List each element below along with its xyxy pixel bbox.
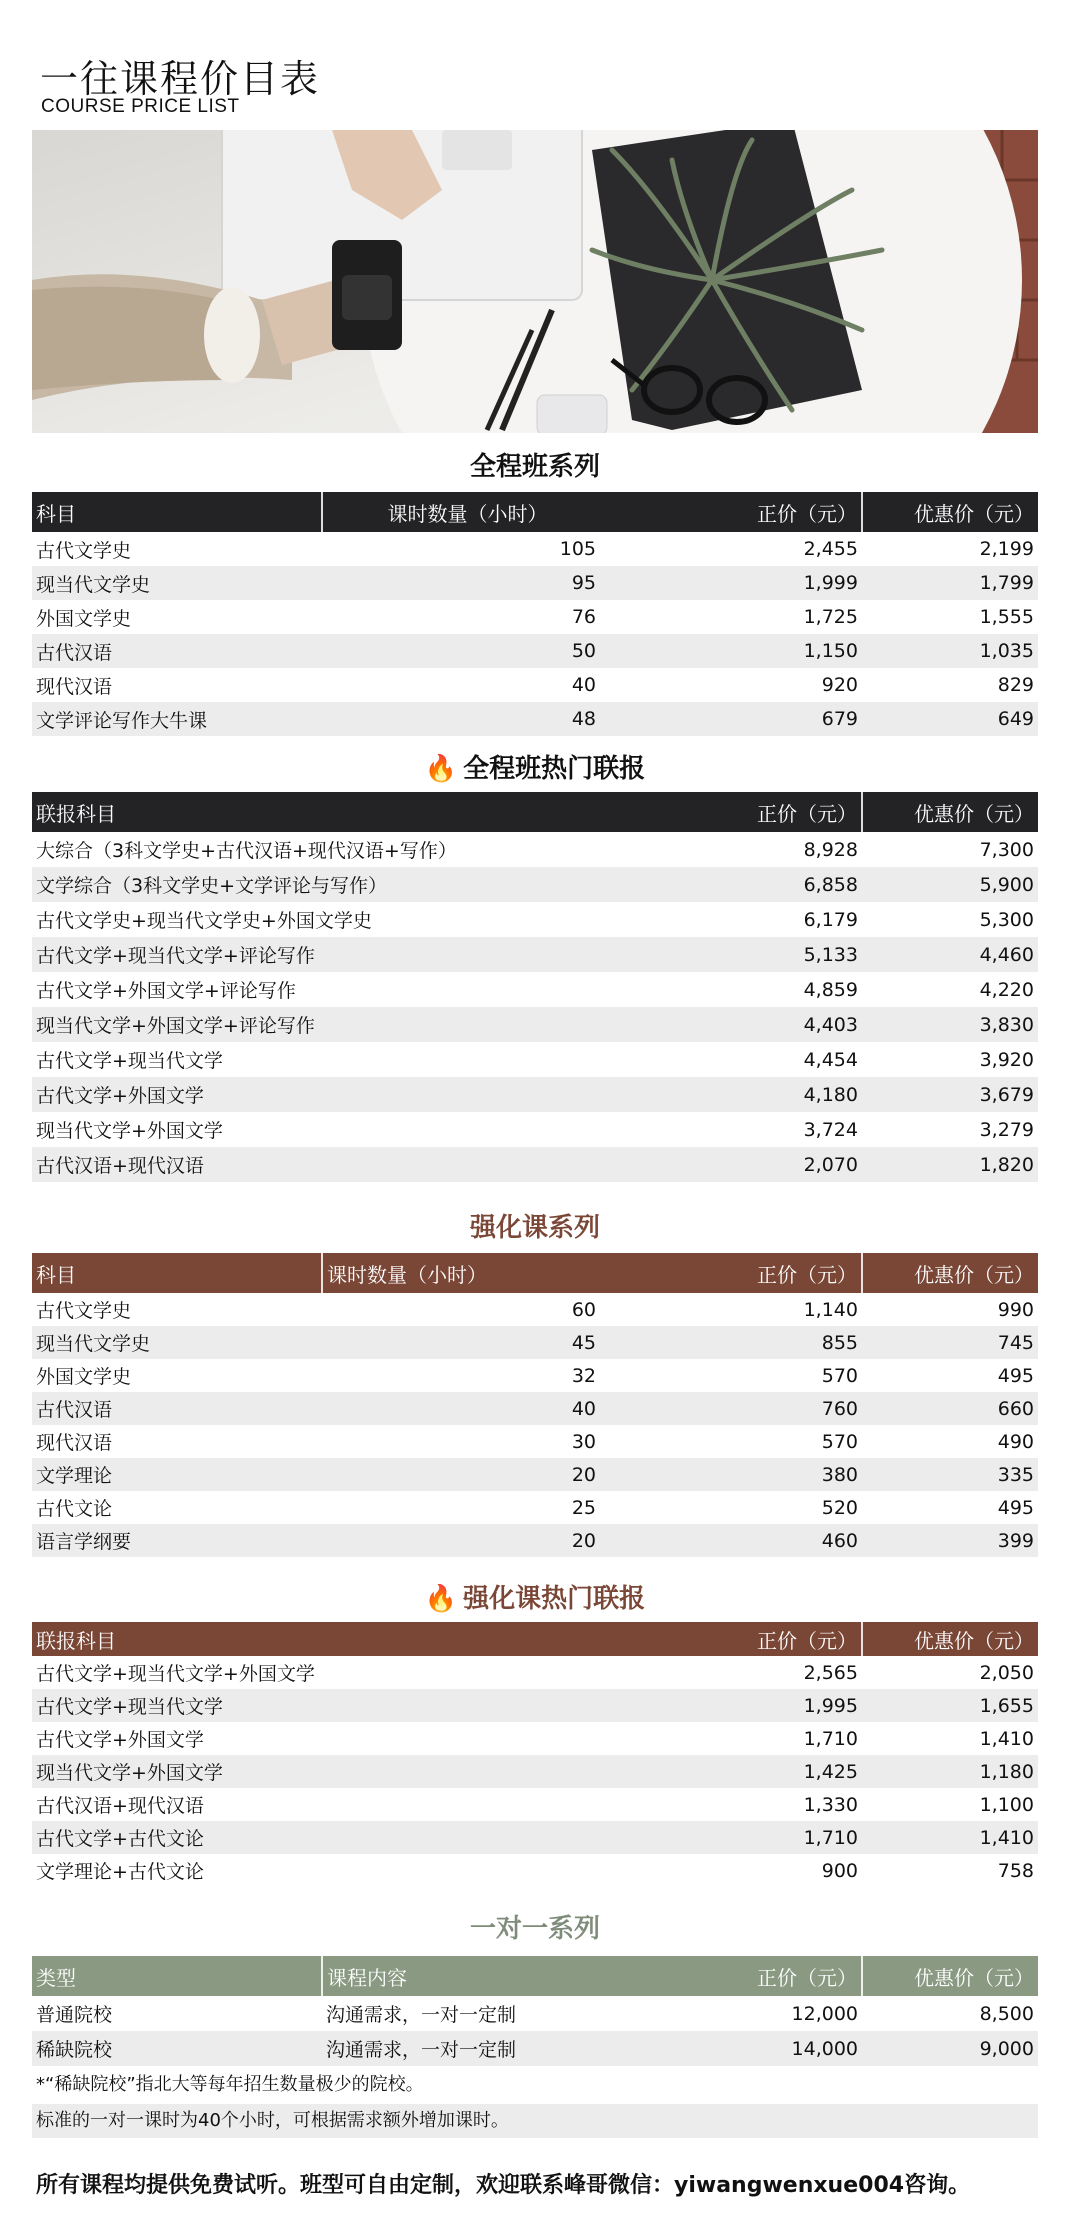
col-header-bundle: 联报科目 — [32, 792, 612, 832]
fire-icon: 🔥 — [424, 1584, 458, 1614]
table-cell: 5,133 — [612, 937, 862, 972]
page-subtitle: COURSE PRICE LIST — [41, 96, 240, 117]
table-cell: 普通院校 — [36, 2004, 113, 2026]
table-cell: 稀缺院校 — [32, 2031, 322, 2066]
table-row — [32, 566, 1038, 600]
col-header-hours: 课时数量（小时） — [322, 1253, 612, 1293]
table-cell: 古代文学史 — [36, 539, 132, 562]
table-cell: 105 — [559, 538, 596, 560]
table-row — [32, 1656, 1038, 1689]
table-cell: 32 — [571, 1364, 596, 1387]
table-cell: 文学评论写作大牛课 — [32, 702, 322, 736]
table-cell: 4,454 — [803, 1048, 858, 1071]
table-cell: 40 — [322, 1392, 612, 1425]
table-cell: 1,655 — [862, 1689, 1038, 1722]
table-row — [32, 1755, 1038, 1788]
table-cell: 660 — [862, 1392, 1038, 1425]
intensive-bundle-table — [32, 1622, 1038, 1887]
table-row — [32, 1077, 1038, 1112]
section-title-intensive: 强化课系列 — [469, 1213, 600, 1243]
table-cell: 沟通需求，一对一定制 — [326, 2004, 517, 2026]
table-row — [32, 1326, 1038, 1359]
table-cell: 现代汉语 — [36, 675, 113, 698]
table-cell: 1,140 — [803, 1298, 858, 1321]
table-cell: 4,859 — [803, 978, 858, 1001]
table-cell: 95 — [322, 566, 612, 600]
table-cell: 1,410 — [862, 1821, 1038, 1854]
table-cell: 76 — [571, 606, 596, 628]
table-cell: 920 — [821, 674, 858, 696]
table-cell: 文学理论+古代文论 — [36, 1861, 204, 1883]
col-header-price: 正价（元） — [612, 1253, 862, 1293]
table-cell: 7,300 — [979, 838, 1034, 861]
table-cell: 14,000 — [612, 2031, 862, 2066]
table-row — [32, 1147, 1038, 1182]
table-cell: 990 — [997, 1298, 1034, 1321]
table-cell: 古代文学+外国文学 — [36, 1729, 204, 1751]
col-header-content: 课程内容 — [322, 1956, 612, 1996]
full-course-table — [32, 492, 1038, 736]
table-cell: 古代汉语 — [32, 1392, 322, 1425]
table-row — [32, 702, 1038, 736]
table-cell: 520 — [821, 1496, 858, 1519]
col-header-price: 正价（元） — [612, 792, 862, 832]
table-cell: 3,679 — [862, 1077, 1038, 1112]
table-cell: 1,710 — [803, 1727, 858, 1750]
section-title-text: 全程班热门联报 — [463, 754, 646, 784]
table-cell: 古代文学+现当代文学 — [36, 1050, 223, 1072]
table-row — [32, 1458, 1038, 1491]
table-cell: 9,000 — [862, 2031, 1038, 2066]
table-cell: 文学综合（3科文学史+文学评论与写作） — [32, 867, 612, 902]
table-cell: 大综合（3科文学史+古代汉语+现代汉语+写作） — [36, 840, 457, 862]
table-row — [32, 1359, 1038, 1392]
table-row — [32, 1854, 1038, 1887]
section-title-one-on-one: 一对一系列 — [469, 1914, 600, 1944]
table-row — [32, 832, 1038, 867]
table-cell: 1,425 — [612, 1755, 862, 1788]
table-cell: 古代文学史 — [36, 1300, 132, 1322]
note-rare-school: *“稀缺院校”指北大等每年招生数量极少的院校。 — [36, 2074, 424, 2095]
table-row — [32, 600, 1038, 634]
table-cell: 4,180 — [612, 1077, 862, 1112]
table-cell: 现当代文学+外国文学 — [36, 1120, 223, 1142]
table-cell: 古代文学+古代文论 — [32, 1821, 612, 1854]
table-row — [32, 1042, 1038, 1077]
table-cell: 20 — [322, 1458, 612, 1491]
table-cell: 649 — [862, 702, 1038, 736]
full-bundle-table — [32, 792, 1038, 1182]
table-cell: 古代文学+现当代文学+外国文学 — [36, 1663, 315, 1685]
table-cell: 现代汉语 — [36, 1432, 113, 1454]
table-cell: 12,000 — [791, 2002, 858, 2025]
table-cell: 48 — [322, 702, 612, 736]
table-cell: 2,455 — [803, 538, 858, 560]
table-cell: 1,995 — [612, 1689, 862, 1722]
table-cell: 古代文学+外国文学 — [32, 1077, 612, 1112]
table-cell: 古代文学+现当代文学 — [32, 1689, 612, 1722]
table-cell: 570 — [821, 1430, 858, 1453]
table-cell: 745 — [862, 1326, 1038, 1359]
table-row — [32, 1392, 1038, 1425]
section-title-text: 强化课热门联报 — [463, 1584, 646, 1614]
one-on-one-table — [32, 1956, 1038, 2066]
section-title-full-course: 全程班系列 — [469, 452, 600, 482]
table-cell: 2,565 — [803, 1661, 858, 1684]
intensive-table — [32, 1253, 1038, 1557]
table-cell: 829 — [997, 674, 1034, 696]
table-cell: 2,199 — [979, 538, 1034, 560]
table-row — [32, 1689, 1038, 1722]
col-header-discount: 优惠价（元） — [862, 1253, 1038, 1293]
table-row — [32, 1425, 1038, 1458]
table-cell: 文学理论 — [32, 1458, 322, 1491]
table-cell: 古代汉语+现代汉语 — [32, 1147, 612, 1182]
table-cell: 古代文学史+现当代文学史+外国文学史 — [36, 910, 372, 932]
table-cell: 495 — [997, 1364, 1034, 1387]
table-cell: 20 — [322, 1524, 612, 1557]
table-cell: 现当代文学+外国文学 — [32, 1755, 612, 1788]
table-cell: 495 — [997, 1496, 1034, 1519]
col-header-discount: 优惠价（元） — [862, 492, 1038, 532]
table-cell: 沟通需求，一对一定制 — [322, 2031, 612, 2066]
table-row — [32, 902, 1038, 937]
table-row — [32, 634, 1038, 668]
table-cell: 1,725 — [803, 606, 858, 628]
table-cell: 外国文学史 — [36, 607, 132, 630]
table-cell: 8,928 — [803, 838, 858, 861]
table-cell: 3,724 — [803, 1118, 858, 1141]
table-cell: 335 — [862, 1458, 1038, 1491]
desk-photo-illustration — [32, 130, 1038, 433]
table-cell: 古代文学+外国文学+评论写作 — [36, 980, 296, 1002]
table-cell: 380 — [612, 1458, 862, 1491]
table-cell: 现当代文学+外国文学+评论写作 — [32, 1007, 612, 1042]
col-header-price: 正价（元） — [612, 1622, 862, 1656]
table-cell: 外国文学史 — [36, 1366, 132, 1388]
section-title-intensive-bundle — [32, 1578, 1038, 1615]
page-title: 一往课程价目表 — [40, 57, 321, 101]
table-cell: 50 — [322, 634, 612, 668]
col-header-discount: 优惠价（元） — [862, 1956, 1038, 1996]
table-cell: 570 — [821, 1364, 858, 1387]
table-row — [32, 1007, 1038, 1042]
table-cell: 古代汉语+现代汉语 — [36, 1795, 204, 1817]
table-row — [32, 867, 1038, 902]
table-row — [32, 1788, 1038, 1821]
footer-contact: 所有课程均提供免费试听。班型可自由定制，欢迎联系峰哥微信：yiwangwenxue004咨询。 — [36, 2173, 971, 2198]
table-cell: 1,180 — [862, 1755, 1038, 1788]
table-cell: 45 — [322, 1326, 612, 1359]
table-cell: 8,500 — [979, 2002, 1034, 2025]
table-cell: 4,403 — [612, 1007, 862, 1042]
table-cell: 4,220 — [979, 978, 1034, 1001]
table-cell: 399 — [862, 1524, 1038, 1557]
table-cell: 460 — [612, 1524, 862, 1557]
table-cell: 1,799 — [862, 566, 1038, 600]
table-cell: 语言学纲要 — [32, 1524, 322, 1557]
table-cell: 古代汉语 — [32, 634, 322, 668]
table-cell: 6,858 — [612, 867, 862, 902]
table-cell: 679 — [612, 702, 862, 736]
table-cell: 1,820 — [862, 1147, 1038, 1182]
table-row — [32, 1293, 1038, 1326]
col-header-subject: 科目 — [32, 492, 322, 532]
table-row — [32, 1112, 1038, 1147]
hero-image — [32, 130, 1038, 433]
table-cell: 4,460 — [862, 937, 1038, 972]
table-cell: 1,150 — [612, 634, 862, 668]
section-title-full-bundle — [32, 748, 1038, 785]
table-row — [32, 532, 1038, 566]
table-row — [32, 1821, 1038, 1854]
table-cell: 40 — [571, 674, 596, 696]
col-header-hours: 课时数量（小时） — [322, 492, 612, 532]
col-header-bundle: 联报科目 — [32, 1622, 612, 1656]
table-cell: 1,100 — [979, 1793, 1034, 1816]
table-cell: 758 — [997, 1859, 1034, 1882]
table-cell: 3,279 — [979, 1118, 1034, 1141]
table-row — [32, 1524, 1038, 1557]
col-header-discount: 优惠价（元） — [862, 1622, 1038, 1656]
table-row — [32, 668, 1038, 702]
table-cell: 25 — [571, 1496, 596, 1519]
col-header-discount: 优惠价（元） — [862, 792, 1038, 832]
table-cell: 古代文学+现当代文学+评论写作 — [32, 937, 612, 972]
table-cell: 现当代文学史 — [32, 1326, 322, 1359]
table-cell: 1,555 — [979, 606, 1034, 628]
table-cell: 3,920 — [979, 1048, 1034, 1071]
table-cell: 1,999 — [612, 566, 862, 600]
table-cell: 60 — [571, 1298, 596, 1321]
table-row — [32, 972, 1038, 1007]
table-cell: 2,050 — [979, 1661, 1034, 1684]
table-cell: 490 — [997, 1430, 1034, 1453]
table-cell: 1,035 — [862, 634, 1038, 668]
table-row — [32, 937, 1038, 972]
table-cell: 6,179 — [803, 908, 858, 931]
table-row — [32, 1722, 1038, 1755]
table-cell: 855 — [612, 1326, 862, 1359]
table-cell: 5,300 — [979, 908, 1034, 931]
fire-icon: 🔥 — [424, 754, 458, 784]
table-cell: 1,330 — [803, 1793, 858, 1816]
table-cell: 1,410 — [979, 1727, 1034, 1750]
table-row — [32, 1996, 1038, 2031]
table-row — [32, 1491, 1038, 1524]
table-cell: 5,900 — [862, 867, 1038, 902]
table-row — [32, 2031, 1038, 2066]
col-header-subject: 科目 — [32, 1253, 322, 1293]
table-cell: 900 — [821, 1859, 858, 1882]
table-cell: 760 — [612, 1392, 862, 1425]
table-cell: 现当代文学史 — [32, 566, 322, 600]
table-cell: 3,830 — [862, 1007, 1038, 1042]
table-cell: 1,710 — [612, 1821, 862, 1854]
col-header-price: 正价（元） — [612, 492, 862, 532]
col-header-price: 正价（元） — [612, 1956, 862, 1996]
table-cell: 2,070 — [612, 1147, 862, 1182]
col-header-type: 类型 — [32, 1956, 322, 1996]
note-standard-hours: 标准的一对一课时为40个小时，可根据需求额外增加课时。 — [32, 2104, 1038, 2138]
table-cell: 古代文论 — [36, 1498, 113, 1520]
table-cell: 30 — [571, 1430, 596, 1453]
